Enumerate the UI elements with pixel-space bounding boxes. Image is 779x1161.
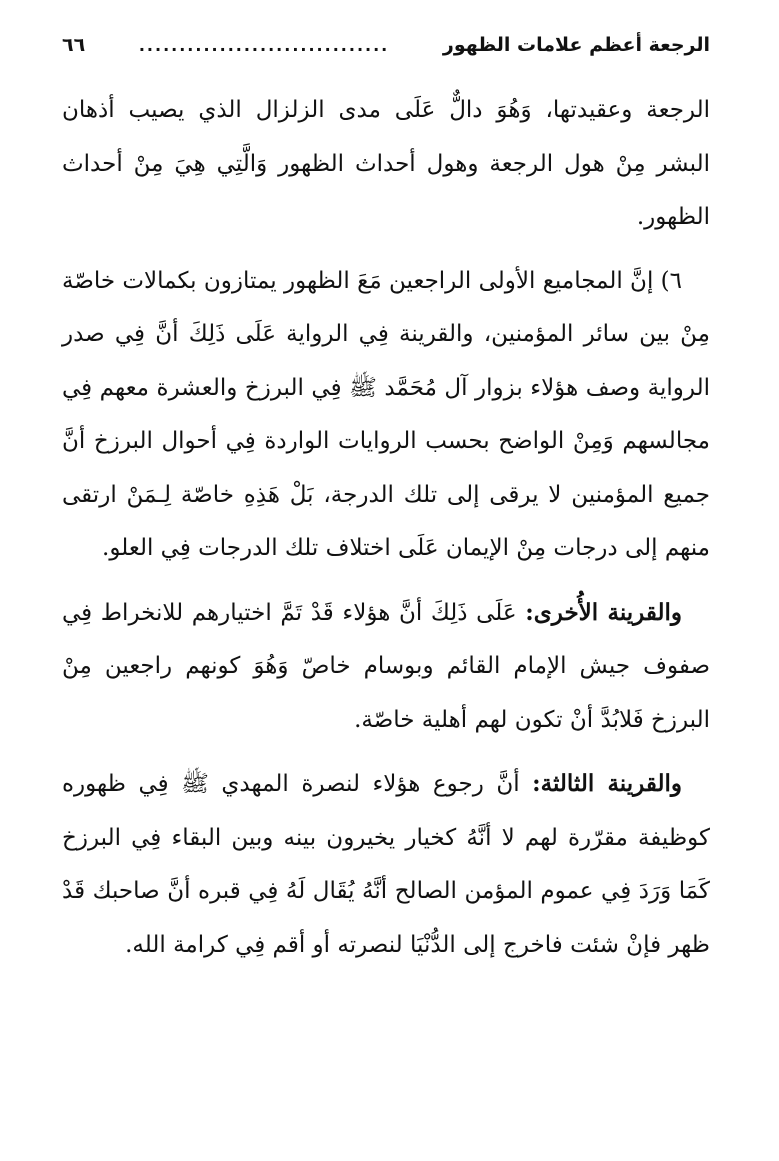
running-header	[62, 34, 710, 74]
paragraph-1-text: الرجعة وعقيدتها، وَهُوَ دالٌّ عَلَى مدى الزلزال الذي يصيب أذهان البشر مِنْ هول الرجعة وهول أحداث الظهور وَالَّتِي هِيَ مِنْ أحداث الظهور.	[62, 97, 710, 230]
header-title: الرجعة أعظم علامات الظهور	[442, 34, 710, 56]
paragraph-2	[62, 255, 710, 576]
paragraph-3-text: عَلَى ذَلِكَ أنَّ هؤلاء قَدْ تَمَّ اختيارهم للانخراط فِي صفوف جيش الإمام القائم وبوسام خاصّ وَهُوَ كونهم راجعين مِنْ البرزخ فَلابُدَّ أنْ تكون لهم أهلية خاصّة.	[62, 599, 710, 733]
paragraph-3-lead: والقرينة الأُخرى:	[525, 598, 682, 626]
book-page	[62, 34, 710, 972]
paragraph-3	[62, 586, 710, 748]
paragraph-2-text: ٦) إنَّ المجاميع الأولى الراجعين مَعَ الظهور يمتازون بكمالات خاصّة مِنْ بين سائر المؤمنين، والقرينة فِي الرواية عَلَى ذَلِكَ أنَّ فِي صدر الرواية وصف هؤلاء بزوار آل مُحَمَّد ﷺ فِي البرزخ والعشرة معهم فِي مجالسهم وَمِنْ الواضح بحسب الروايات الواردة فِي أحوال البرزخ أنَّ جميع المؤمنين لا يرقى إلى تلك الدرجة، بَلْ هَذِهِ خاصّة لِـمَنْ ارتقى منهم إلى درجات مِنْ الإيمان عَلَى اختلاف تلك الدرجات فِي العلو.	[62, 267, 710, 561]
paragraph-4-lead: والقرينة الثالثة:	[532, 770, 682, 797]
paragraph-1	[62, 84, 710, 245]
paragraph-4-text: أنَّ رجوع هؤلاء لنصرة المهدي ﷺ فِي ظهوره كوظيفة مقرّرة لهم لا أنَّهُ كخيار يخيرون بينه وبين البقاء فِي البرزخ كَمَا وَرَدَ فِي عموم المؤمن الصالح أنَّهُ يُقَال لَهُ فِي قبره أنَّ صاحبك قَدْ ظهر فإنْ شئت فاخرج إلى الدُّنْيَا لنصرته أو أقم فِي كرامة الله.	[62, 771, 710, 958]
header-dot-leader: ...............................	[138, 36, 390, 55]
page-number: ٦٦	[62, 34, 86, 56]
paragraph-4	[62, 757, 710, 972]
